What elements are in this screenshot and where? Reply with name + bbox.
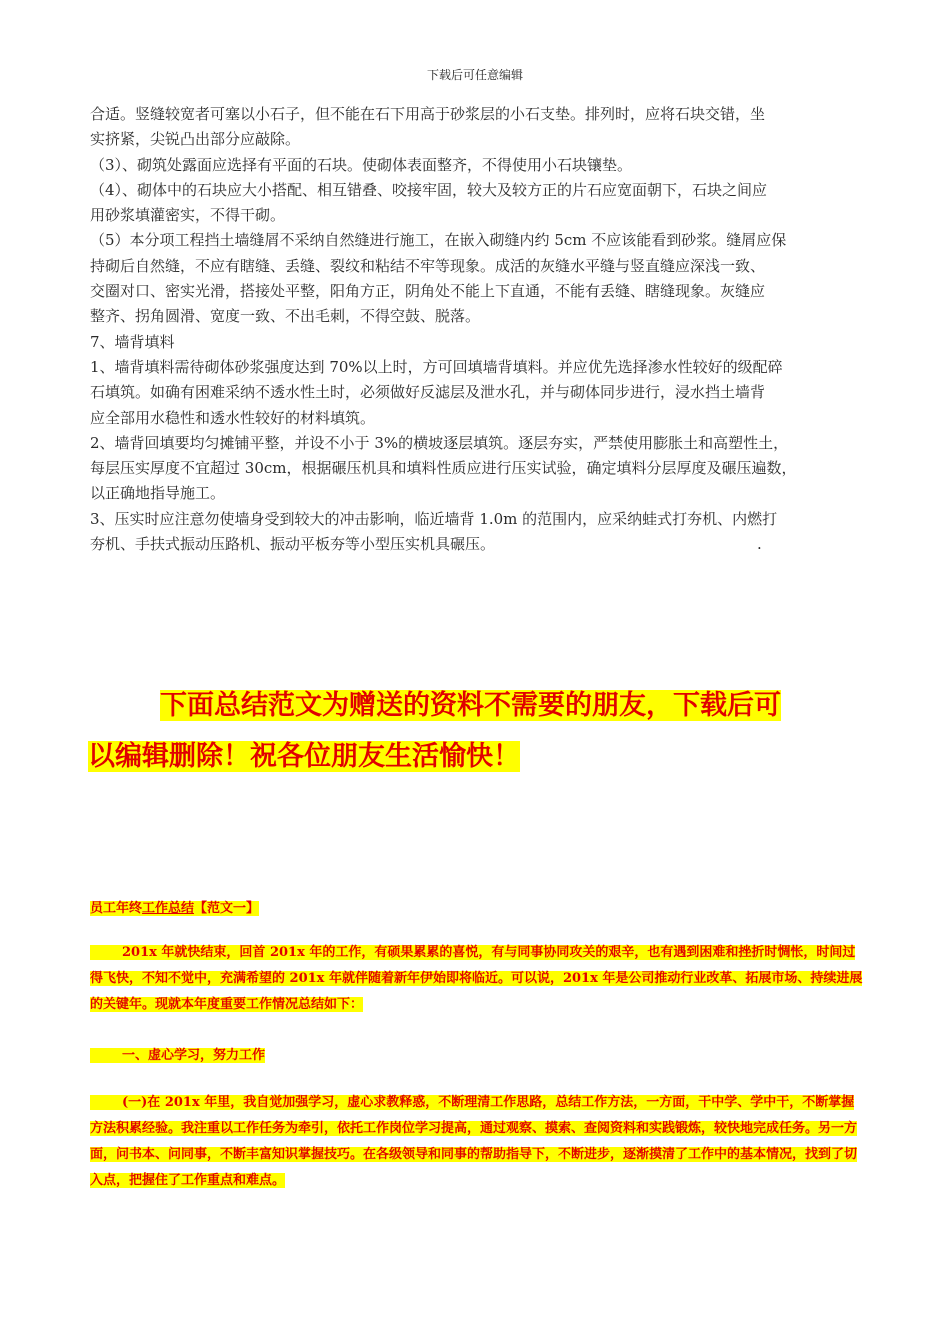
essay-title-link[interactable]: 工作总结 (142, 901, 195, 916)
essay-title-a: 员工年终 (90, 901, 143, 916)
promo-line-1: 下面总结范文为赠送的资料不需要的朋友，下载后可 (160, 690, 781, 721)
essay-paragraph-1-text: 201x 年就快结束，回首 201x 年的工作，有硕果累累的喜悦，有与同事协同攻关的艰辛，也有遇到困难和挫折时惆怅，时间过得飞快，不知不觉中，充满希望的 201x 年就伴随着新年伊始即将临近。可以说，201x 年是公司推动行业改革、拓展市场、持续进展的关键年。现就本年度重要工作情况总结如下： (90, 945, 863, 1012)
promo-line-2: 以编辑删除！祝各位朋友生活愉快！ (88, 741, 520, 772)
essay-heading-1-text: 一、虚心学习，努力工作 (90, 1048, 265, 1063)
body-line: 合适。竖缝较宽者可塞以小石子，但不能在石下用高于砂浆层的小石支垫。排列时，应将石块交错，坐 (90, 105, 766, 123)
body-line: 实挤紧，尖锐凸出部分应敲除。 (90, 130, 301, 149)
body-line: 2、墙背回填要均匀摊铺平整，并设不小于 3%的横坡逐层填筑。逐层夯实，严禁使用膨胀土和高塑性土， (90, 433, 789, 452)
body-line: 以正确地指导施工。 (90, 484, 226, 503)
body-line: 1、墙背填料需待砌体砂浆强度达到 70%以上时，方可回填墙背填料。并应优先选择渗水性较好的级配碎 (90, 357, 783, 376)
promo-banner (88, 680, 863, 782)
essay-paragraph-1 (90, 940, 865, 1018)
body-line: 用砂浆填灌密实，不得干砌。 (90, 206, 286, 225)
page-header: 下载后可任意编辑 (426, 68, 523, 82)
essay-paragraph-2-text: (一)在 201x 年里，我自觉加强学习，虚心求教释惑，不断理清工作思路，总结工作方法，一方面，干中学、学中干，不断掌握方法积累经验。我注重以工作任务为牵引，依托工作岗位学习提高，通过观察、摸索、查阅资料和实践锻炼，较快地完成任务。另一方面，问书本、问同事，不断丰富知识掌握技巧。在各级领导和同事的帮助指导下，不断进步，逐渐摸清了工作中的基本情况，找到了切入点，把握住了工作重点和难点。 (90, 1095, 858, 1188)
body-line: 交圈对口、密实光滑，搭接处平整，阳角方正，阴角处不能上下直通，不能有丢缝、瞎缝现象。灰缝应 (90, 282, 766, 301)
body-line: 每层压实厚度不宜超过 30cm，根据碾压机具和填料性质应进行压实试验，确定填料分层厚度及碾压遍数， (90, 459, 797, 478)
essay-heading-1 (90, 1043, 865, 1069)
tail-mark: . (757, 535, 762, 554)
body-line (90, 532, 865, 557)
section-heading: 7、墙背填料 (90, 332, 175, 351)
body-line: （4）、砌体中的石块应大小搭配、相互错叠、咬接牢固，较大及较方正的片石应宽面朝下，石块之间应 (90, 180, 768, 199)
body-line: （3）、砌筑处露面应选择有平面的石块。使砌体表面整齐，不得使用小石块镶垫。 (90, 155, 633, 174)
body-text (90, 102, 865, 557)
essay-title-c: 【范文一】 (194, 901, 260, 916)
essay-paragraph-2 (90, 1090, 865, 1194)
body-line: 石填筑。如确有困难采纳不透水性土时，必须做好反滤层及泄水孔，并与砌体同步进行，浸水挡土墙背 (90, 383, 766, 402)
body-line: 3、压实时应注意勿使墙身受到较大的冲击影响，临近墙背 1.0m 的范围内，应采纳蛙式打夯机、内燃打 (90, 509, 778, 528)
body-line-text: 夯机、手扶式振动压路机、振动平板夯等小型压实机具碾压。 (90, 535, 496, 554)
body-line: 应全部用水稳性和透水性较好的材料填筑。 (90, 408, 376, 427)
body-line: （5）本分项工程挡土墙缝屑不采纳自然缝进行施工，在嵌入砌缝内约 5cm 不应该能看到砂浆。缝屑应保 (90, 231, 787, 250)
body-line: 持砌后自然缝，不应有瞎缝、丢缝、裂纹和粘结不牢等现象。成活的灰缝水平缝与竖直缝应深浅一致、 (90, 256, 766, 275)
essay-title (90, 897, 865, 916)
body-line: 整齐、拐角圆滑、宽度一致、不出毛刺，不得空鼓、脱落。 (90, 307, 481, 326)
